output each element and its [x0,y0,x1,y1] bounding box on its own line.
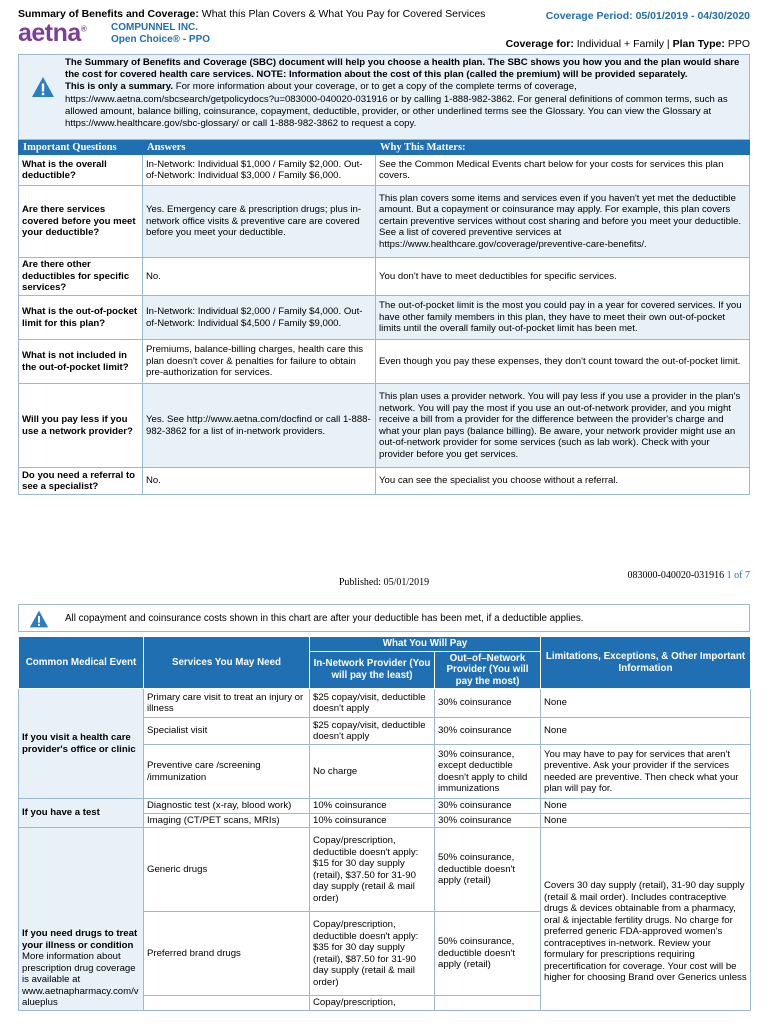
answer-cell: Yes. Emergency care & prescription drugs; plus in-network office visits & preventive care are covered before you meet your deductible. [143,186,376,258]
service-cell: Diagnostic test (x-ray, blood work) [144,799,310,814]
intro-text: The Summary of Benefits and Coverage (SBC) document will help you choose a health plan. The SBC shows you how you and the plan would share the cost for covered health care services. NOTE: Information about the cost of this plan (called the premium) will be provided separately. This is only a summary. For more information about your coverage, or to get a copy of the complete terms of coverage, https://www.aetna.com/sbcsearch/getpolicydocs?u=083000-040020-031916 or by calling 1-888-982-3862. For general definitions of common terms, such as allowed amount, balance billing, coinsurance, copayment, deductible, provider, or other underlined terms see the Glossary. You can view the Glossary at https://www.healthcare.gov/sbc-glossary/ or call 1-888-982-3862 to request a copy. [65,57,740,130]
service-cell: Imaging (CT/PET scans, MRIs) [144,813,310,828]
question-cell: Will you pay less if you use a network provider? [19,384,143,468]
why-cell: Even though you pay these expenses, they don't count toward the out-of-pocket limit. [376,340,750,384]
warning-icon [31,75,55,99]
answer-cell: No. [143,258,376,296]
service-cell: Preventive care /screening /immunization [144,745,310,799]
aetna-logo: aetna® [18,19,87,47]
table-row [19,689,751,718]
deductible-note [18,604,750,632]
why-cell: You can see the specialist you choose without a referral. [376,468,750,495]
table-row [19,468,750,495]
published-date: Published: 05/01/2019 [338,577,430,588]
answer-cell: In-Network: Individual $2,000 / Family $4,000. Out-of-Network: Individual $4,500 / Family $9,000. [143,296,376,340]
table-row [19,828,751,912]
in-network-cell: Copay/prescription, deductible doesn't apply: $35 for 30 day supply (retail), $87.50 for 31-90 day supply (retail & mail order) [310,912,435,996]
page-number: 1 of 7 [726,570,750,581]
col-header-what-you-pay: What You Will Pay [310,637,541,652]
table-row [19,384,750,468]
in-network-cell: $25 copay/visit, deductible doesn't apply [310,718,435,745]
col-header-out-network: Out–of–Network Provider (You will pay the most) [435,651,541,689]
drug-coverage-info: More information about prescription drug coverage is available at www.aetnapharmacy.com/v alueplus [22,951,139,1008]
plan-name: COMPUNNEL INC. Open Choice® - PPO [111,22,211,45]
col-header-event: Common Medical Event [19,637,144,689]
medical-events-table [18,636,751,1011]
out-network-cell: 30% coinsurance [435,718,541,745]
table-header-row [19,637,751,652]
answer-cell: No. [143,468,376,495]
sbc-header [18,6,750,54]
question-cell: Are there services covered before you meet your deductible? [19,186,143,258]
service-cell: Preferred brand drugs [144,912,310,996]
service-cell: Generic drugs [144,828,310,912]
limit-cell: None [541,813,751,828]
in-network-cell: Copay/prescription, deductible doesn't apply: $15 for 30 day supply (retail), $37.50 for 31-90 day supply (retail & mail order) [310,828,435,912]
table-row [19,155,750,186]
out-network-cell: 30% coinsurance, except deductible doesn't apply to child immunizations [435,745,541,799]
col-header-answers: Answers [143,141,376,155]
why-cell: This plan covers some items and services even if you haven't yet met the deductible amount. But a copayment or coinsurance may apply. For example, this plan covers certain preventive services without cost sharing and before you meet your deductible. See a list of covered preventive services at https://www.healthcare.gov/coverage/preventive-care-benefits/. [376,186,750,258]
event-cell: If you have a test [19,799,144,828]
in-network-cell: Copay/prescription, [310,996,435,1011]
why-cell: The out-of-pocket limit is the most you could pay in a year for covered services. If you have other family members in this plan, they have to meet their own out-of-pocket limits until the overall family out-of-pocket limit has been met. [376,296,750,340]
coverage-for: Coverage for: Individual + Family | Plan Type: PPO [505,38,750,50]
why-cell: You don't have to meet deductibles for specific services. [376,258,750,296]
event-cell: If you visit a health care provider's office or clinic [19,689,144,799]
why-cell: This plan uses a provider network. You will pay less if you use a provider in the plan's network. You will pay the most if you use an out-of-network provider, and you might receive a bill from a provider for the difference between the provider's charge and what your plan pays (balance billing). Be aware, your network provider might use an out-of-network provider for some services (such as lab work). Check with your provider before you get services. [376,384,750,468]
coverage-period: Coverage Period: 05/01/2019 - 04/30/2020 [545,10,750,22]
question-cell: What is the out-of-pocket limit for this plan? [19,296,143,340]
important-questions-table [18,140,750,495]
summary-title: Summary of Benefits and Coverage: What this Plan Covers & What You Pay for Covered Services [18,8,486,20]
table-row [19,186,750,258]
out-network-cell: 30% coinsurance [435,799,541,814]
out-network-cell: 50% coinsurance, deductible doesn't apply (retail) [435,828,541,912]
limit-cell: None [541,689,751,718]
col-header-why: Why This Matters: [376,141,750,155]
in-network-cell: No charge [310,745,435,799]
question-cell: Are there other deductibles for specific services? [19,258,143,296]
in-network-cell: $25 copay/visit, deductible doesn't apply [310,689,435,718]
service-cell: Primary care visit to treat an injury or illness [144,689,310,718]
in-network-cell: 10% coinsurance [310,799,435,814]
out-network-cell [435,996,541,1011]
table-row [19,258,750,296]
warning-icon [29,609,49,629]
table-header-row [19,141,750,155]
out-network-cell: 30% coinsurance [435,813,541,828]
in-network-cell: 10% coinsurance [310,813,435,828]
col-header-in-network: In-Network Provider (You will pay the least) [310,651,435,689]
limit-cell: None [541,799,751,814]
intro-box [18,54,750,140]
answer-cell: Yes. See http://www.aetna.com/docfind or call 1-888-982-3862 for a list of in-network providers. [143,384,376,468]
limit-cell: Covers 30 day supply (retail), 31-90 day supply (retail & mail order). Includes contraceptive drugs & devices obtainable from a pharmacy, oral & injectable fertility drugs. No charge for preferred generic FDA-approved women's contraceptives in-network. Review your formulary for prescriptions requiring precertification for coverage. Your cost will be higher for choosing Brand over Generics unless [541,828,751,1011]
limit-cell: None [541,718,751,745]
table-row [19,296,750,340]
answer-cell: In-Network: Individual $1,000 / Family $2,000. Out-of-Network: Individual $3,000 / Family $6,000. [143,155,376,186]
table-row [19,799,751,814]
note-text: All copayment and coinsurance costs shown in this chart are after your deductible has been met, if a deductible applies. [65,613,584,624]
answer-cell: Premiums, balance-billing charges, health care this plan doesn't cover & penalties for failure to obtain pre-authorization for services. [143,340,376,384]
policy-id: 083000-040020-031916 1 of 7 [627,570,750,581]
question-cell: Do you need a referral to see a specialist? [19,468,143,495]
service-cell [144,996,310,1011]
service-cell: Specialist visit [144,718,310,745]
col-header-limits: Limitations, Exceptions, & Other Important Information [541,637,751,689]
question-cell: What is not included in the out-of-pocket limit? [19,340,143,384]
limit-cell: You may have to pay for services that aren't preventive. Ask your provider if the services needed are preventive. Then check what your plan will pay for. [541,745,751,799]
question-cell: What is the overall deductible? [19,155,143,186]
col-header-services: Services You May Need [144,637,310,689]
why-cell: See the Common Medical Events chart below for your costs for services this plan covers. [376,155,750,186]
out-network-cell: 50% coinsurance, deductible doesn't apply (retail) [435,912,541,996]
col-header-questions: Important Questions [19,141,143,155]
out-network-cell: 30% coinsurance [435,689,541,718]
table-row [19,340,750,384]
event-cell: If you need drugs to treat your illness or condition More information about prescription drug coverage is available at www.aetnapharmacy.com/v alueplus [19,828,144,1011]
